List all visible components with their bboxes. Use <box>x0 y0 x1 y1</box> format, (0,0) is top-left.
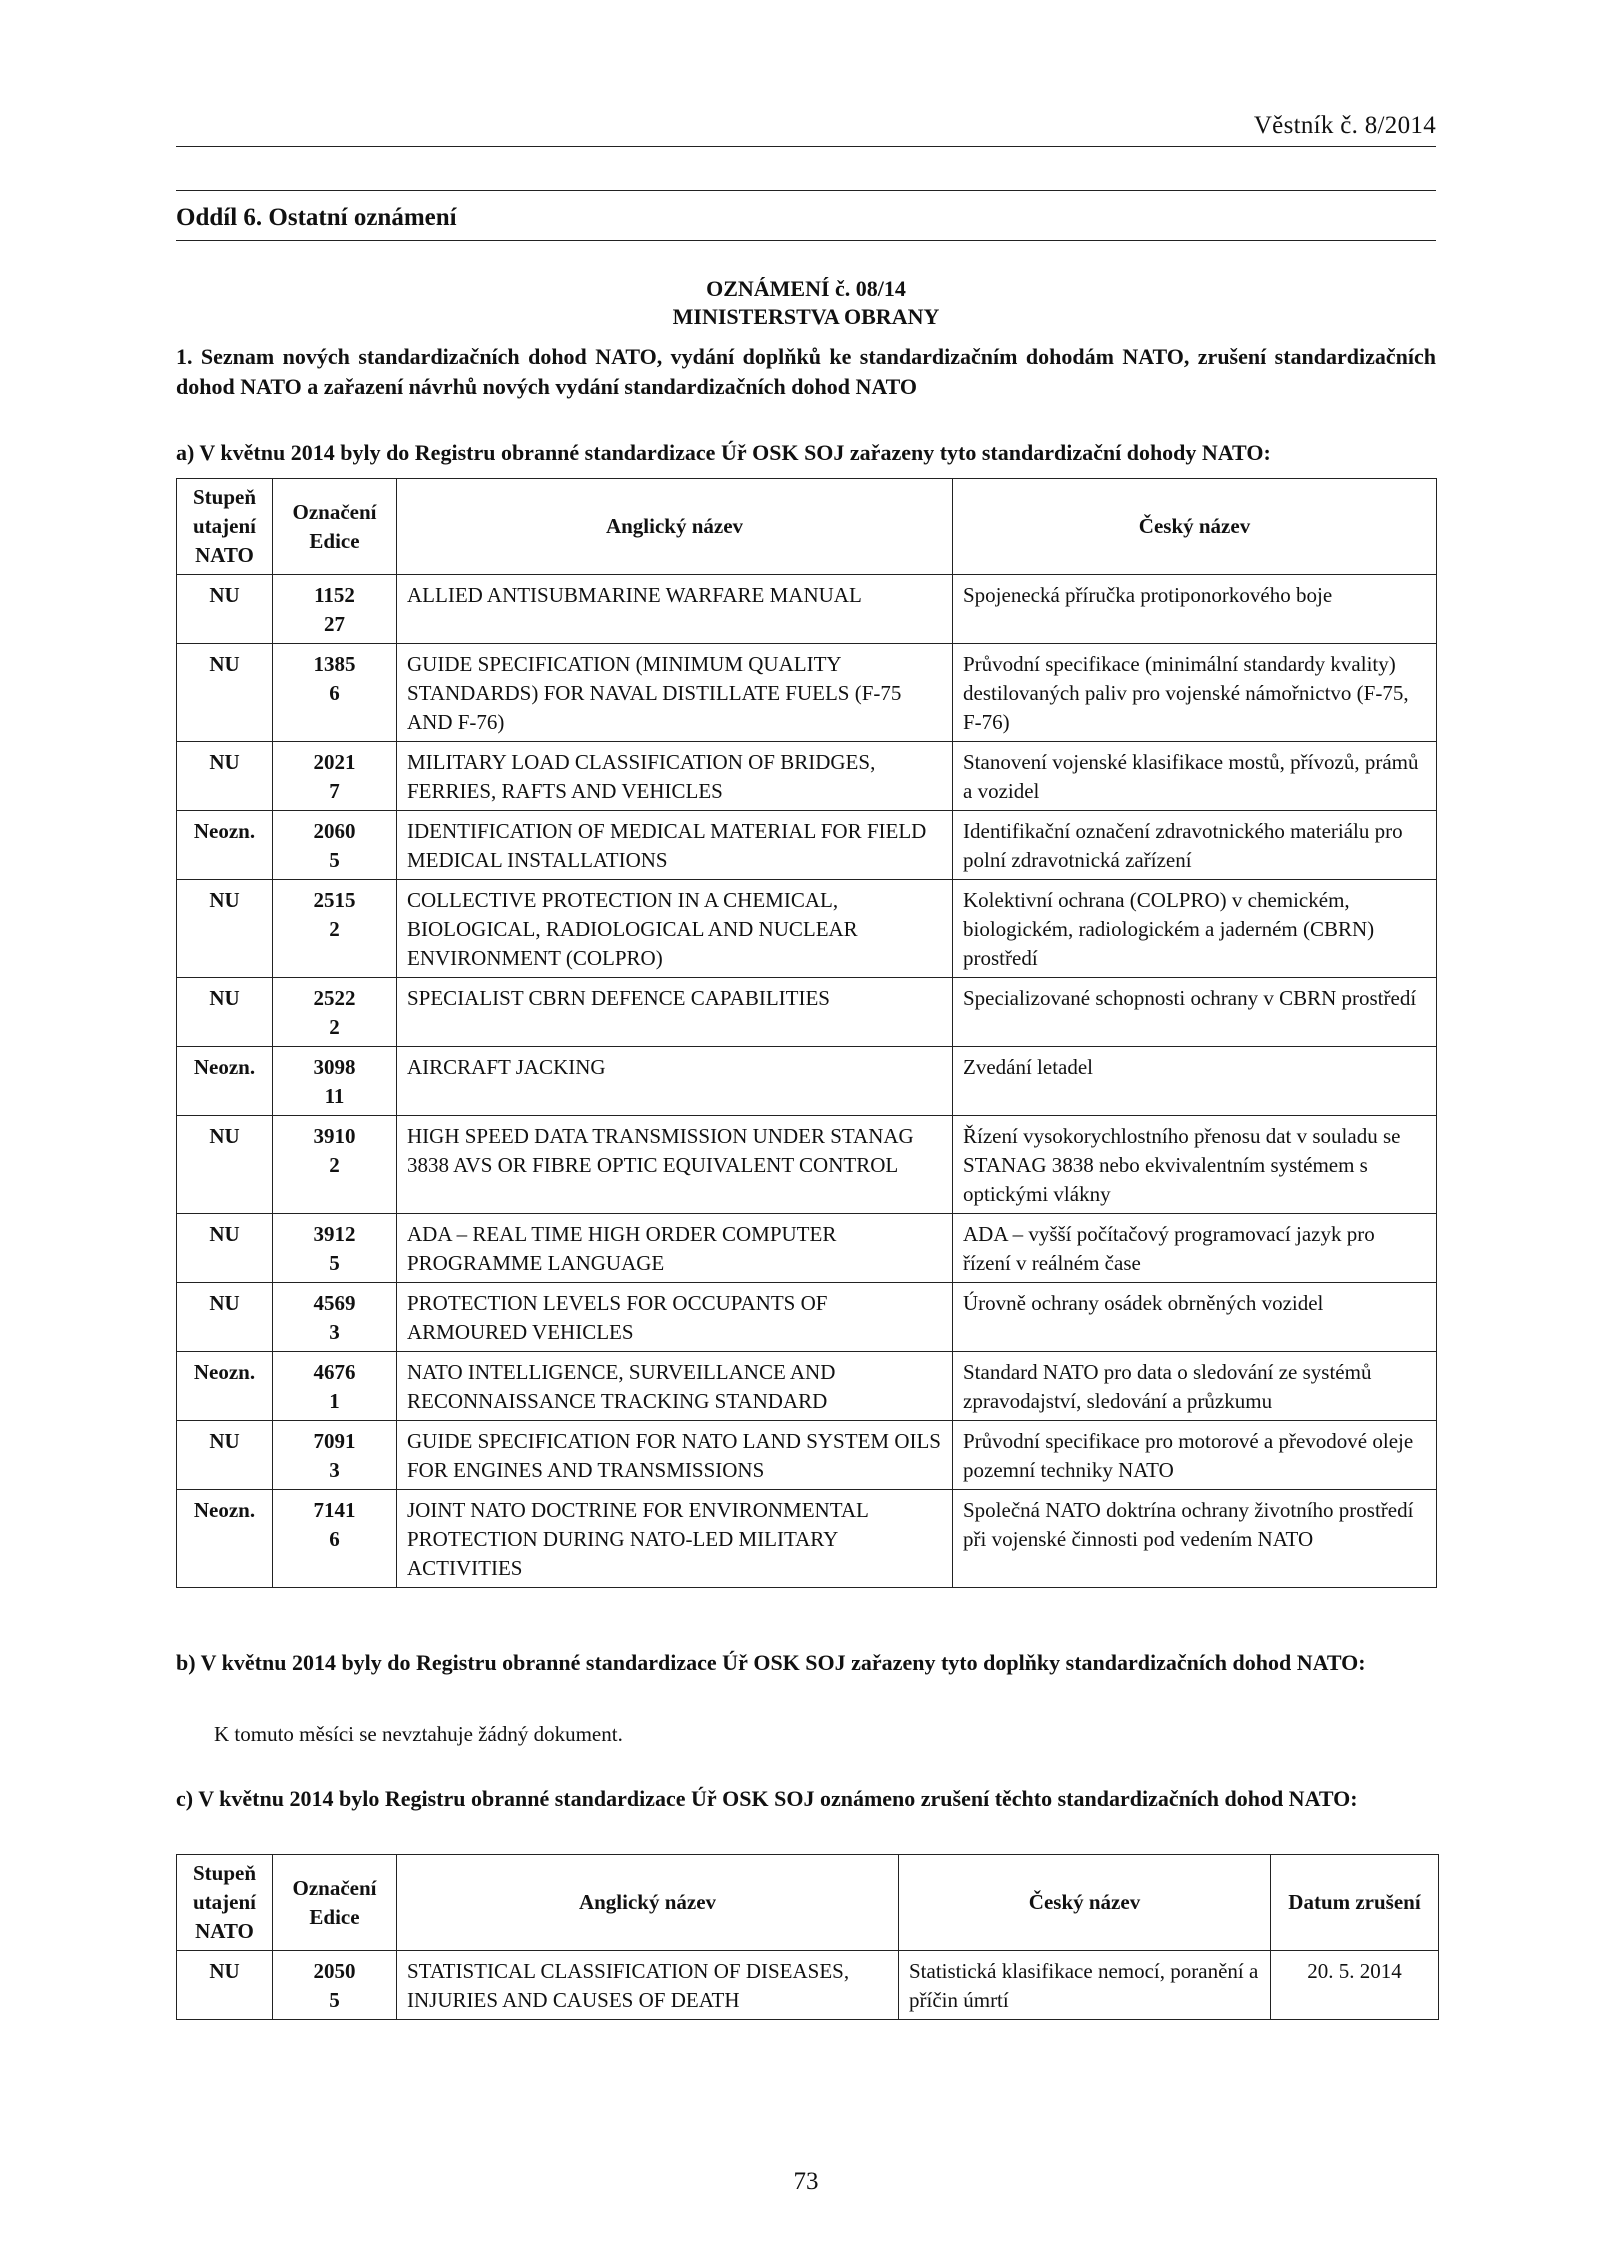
standard-number: 1152 <box>314 583 355 607</box>
intro-text: 1. Seznam nových standardizačních dohod NATO, vydání doplňků ke standardizačním dohodám NATO, zrušení standardizačních dohod NATO a zařazení návrhů nových vydání standardizačních dohod NATO <box>176 344 1436 399</box>
table-row <box>177 1047 1437 1116</box>
table-row <box>177 978 1437 1047</box>
section-rule-top <box>176 190 1436 191</box>
table-row <box>177 1951 1439 2020</box>
edition-number: 2 <box>329 1153 340 1177</box>
table-header-row <box>177 479 1437 575</box>
cell-czech: Řízení vysokorychlostního přenosu dat v souladu se STANAG 3838 nebo ekvivalentním systémem s optickými vlákny <box>953 1116 1437 1214</box>
cell-czech: Zvedání letadel <box>953 1047 1437 1116</box>
cell-english: MILITARY LOAD CLASSIFICATION OF BRIDGES, FERRIES, RAFTS AND VEHICLES <box>397 742 953 811</box>
standard-number: 4676 <box>313 1360 356 1384</box>
column-header-czech: Český název <box>899 1855 1271 1951</box>
section-rule-bottom <box>176 240 1436 241</box>
standard-number: 3098 <box>313 1055 356 1079</box>
edition-number: 7 <box>329 779 340 803</box>
intro-paragraph <box>176 342 1436 402</box>
cell-czech: Společná NATO doktrína ochrany životního prostředí při vojenské činnosti pod vedením NATO <box>953 1490 1437 1588</box>
cell-level: NU <box>177 1116 273 1214</box>
page-number: 73 <box>793 2168 819 2195</box>
table-row <box>177 811 1437 880</box>
cell-number <box>273 978 397 1047</box>
table-row <box>177 1116 1437 1214</box>
edition-number: 3 <box>329 1458 340 1482</box>
column-header-number: Označení Edice <box>273 479 397 575</box>
cell-english: COLLECTIVE PROTECTION IN A CHEMICAL, BIOLOGICAL, RADIOLOGICAL AND NUCLEAR ENVIRONMENT (COLPRO) <box>397 880 953 978</box>
header-rule <box>176 146 1436 147</box>
table-row <box>177 1352 1437 1421</box>
cell-number <box>273 880 397 978</box>
standard-number: 2021 <box>313 750 356 774</box>
cell-number <box>273 575 397 644</box>
standard-number: 2050 <box>313 1959 356 1983</box>
column-header-english: Anglický název <box>397 479 953 575</box>
cell-level: NU <box>177 978 273 1047</box>
journal-title: Věstník č. 8/2014 <box>1253 112 1436 139</box>
edition-number: 5 <box>329 1988 340 2012</box>
cell-czech: Specializované schopnosti ochrany v CBRN prostředí <box>953 978 1437 1047</box>
cell-number <box>273 1421 397 1490</box>
table-row <box>177 1490 1437 1588</box>
edition-number: 27 <box>324 612 345 636</box>
part-b-heading: b) V květnu 2014 byly do Registru obranné standardizace Úř OSK SOJ zařazeny tyto doplňky standardizačních dohod NATO: <box>176 1650 1366 1675</box>
cell-english: NATO INTELLIGENCE, SURVEILLANCE AND RECONNAISSANCE TRACKING STANDARD <box>397 1352 953 1421</box>
cell-czech: ADA – vyšší počítačový programovací jazyk pro řízení v reálném čase <box>953 1214 1437 1283</box>
cell-czech: Stanovení vojenské klasifikace mostů, přívozů, prámů a vozidel <box>953 742 1437 811</box>
cell-english: GUIDE SPECIFICATION FOR NATO LAND SYSTEM OILS FOR ENGINES AND TRANSMISSIONS <box>397 1421 953 1490</box>
standard-number: 3912 <box>313 1222 356 1246</box>
cell-number <box>273 1951 397 2020</box>
cell-level: NU <box>177 1214 273 1283</box>
cell-english: GUIDE SPECIFICATION (MINIMUM QUALITY STANDARDS) FOR NAVAL DISTILLATE FUELS (F-75 AND F-76) <box>397 644 953 742</box>
table-row <box>177 880 1437 978</box>
standard-number: 1385 <box>313 652 356 676</box>
cell-czech: Úrovně ochrany osádek obrněných vozidel <box>953 1283 1437 1352</box>
column-header-level: Stupeň utajení NATO <box>177 1855 273 1951</box>
notice-title: OZNÁMENÍ č. 08/14 <box>706 276 906 301</box>
cell-english: STATISTICAL CLASSIFICATION OF DISEASES, INJURIES AND CAUSES OF DEATH <box>397 1951 899 2020</box>
standard-number: 2060 <box>313 819 356 843</box>
cell-english: ALLIED ANTISUBMARINE WARFARE MANUAL <box>397 575 953 644</box>
column-header-level: Stupeň utajení NATO <box>177 479 273 575</box>
standard-number: 2522 <box>313 986 356 1010</box>
cell-english: PROTECTION LEVELS FOR OCCUPANTS OF ARMOURED VEHICLES <box>397 1283 953 1352</box>
edition-number: 11 <box>324 1084 345 1108</box>
part-c-heading: c) V květnu 2014 bylo Registru obranné standardizace Úř OSK SOJ oznámeno zrušení těchto standardizačních dohod NATO: <box>176 1786 1358 1811</box>
cell-level: NU <box>177 644 273 742</box>
cell-czech: Průvodní specifikace pro motorové a převodové oleje pozemní techniky NATO <box>953 1421 1437 1490</box>
column-header-english: Anglický název <box>397 1855 899 1951</box>
cell-number <box>273 742 397 811</box>
table-row <box>177 1421 1437 1490</box>
edition-number: 6 <box>329 1527 340 1551</box>
edition-number: 1 <box>329 1389 340 1413</box>
table-row <box>177 575 1437 644</box>
cell-date: 20. 5. 2014 <box>1271 1951 1439 2020</box>
cell-czech: Spojenecká příručka protiponorkového boje <box>953 575 1437 644</box>
standard-number: 7091 <box>313 1429 356 1453</box>
cell-english: IDENTIFICATION OF MEDICAL MATERIAL FOR FIELD MEDICAL INSTALLATIONS <box>397 811 953 880</box>
cell-level: Neozn. <box>177 811 273 880</box>
standards-added-table <box>176 478 1437 1588</box>
cell-english: SPECIALIST CBRN DEFENCE CAPABILITIES <box>397 978 953 1047</box>
cell-level: NU <box>177 880 273 978</box>
standard-number: 4569 <box>313 1291 356 1315</box>
cell-level: NU <box>177 742 273 811</box>
cell-number <box>273 1283 397 1352</box>
notice-issuer: MINISTERSTVA OBRANY <box>672 304 940 329</box>
cell-number <box>273 1490 397 1588</box>
cell-english: AIRCRAFT JACKING <box>397 1047 953 1116</box>
column-header-czech: Český název <box>953 479 1437 575</box>
standard-number: 3910 <box>313 1124 356 1148</box>
column-header-number: Označení Edice <box>273 1855 397 1951</box>
cell-number <box>273 1352 397 1421</box>
cell-number <box>273 1047 397 1116</box>
cell-level: NU <box>177 1421 273 1490</box>
standard-number: 7141 <box>313 1498 356 1522</box>
cell-level: Neozn. <box>177 1490 273 1588</box>
edition-number: 2 <box>329 1015 340 1039</box>
cell-level: NU <box>177 575 273 644</box>
cell-number <box>273 811 397 880</box>
section-title: Oddíl 6. Ostatní oznámení <box>176 204 457 231</box>
table-row <box>177 1214 1437 1283</box>
cell-czech: Kolektivní ochrana (COLPRO) v chemickém, biologickém, radiologickém a jaderném (CBRN) prostředí <box>953 880 1437 978</box>
column-header-date: Datum zrušení <box>1271 1855 1439 1951</box>
cell-number <box>273 1116 397 1214</box>
cell-czech: Standard NATO pro data o sledování ze systémů zpravodajství, sledování a průzkumu <box>953 1352 1437 1421</box>
cell-number <box>273 644 397 742</box>
cell-czech: Statistická klasifikace nemocí, poranění a příčin úmrtí <box>899 1951 1271 2020</box>
cell-english: JOINT NATO DOCTRINE FOR ENVIRONMENTAL PROTECTION DURING NATO-LED MILITARY ACTIVITIES <box>397 1490 953 1588</box>
cell-level: NU <box>177 1951 273 2020</box>
cell-level: NU <box>177 1283 273 1352</box>
table-header-row <box>177 1855 1439 1951</box>
table-row <box>177 1283 1437 1352</box>
standard-number: 2515 <box>313 888 356 912</box>
edition-number: 2 <box>329 917 340 941</box>
cell-czech: Průvodní specifikace (minimální standardy kvality) destilovaných paliv pro vojenské námořnictvo (F-75, F-76) <box>953 644 1437 742</box>
table-row <box>177 742 1437 811</box>
cell-level: Neozn. <box>177 1047 273 1116</box>
part-b-note: K tomuto měsíci se nevztahuje žádný dokument. <box>214 1722 623 1746</box>
part-a-heading: a) V květnu 2014 byly do Registru obranné standardizace Úř OSK SOJ zařazeny tyto standardizační dohody NATO: <box>176 440 1271 465</box>
cell-english: HIGH SPEED DATA TRANSMISSION UNDER STANAG 3838 AVS OR FIBRE OPTIC EQUIVALENT CONTROL <box>397 1116 953 1214</box>
edition-number: 6 <box>329 681 340 705</box>
cell-level: Neozn. <box>177 1352 273 1421</box>
edition-number: 5 <box>329 1251 340 1275</box>
table-row <box>177 644 1437 742</box>
edition-number: 5 <box>329 848 340 872</box>
standards-cancelled-table <box>176 1854 1439 2020</box>
edition-number: 3 <box>329 1320 340 1344</box>
cell-english: ADA – REAL TIME HIGH ORDER COMPUTER PROGRAMME LANGUAGE <box>397 1214 953 1283</box>
cell-number <box>273 1214 397 1283</box>
cell-czech: Identifikační označení zdravotnického materiálu pro polní zdravotnická zařízení <box>953 811 1437 880</box>
